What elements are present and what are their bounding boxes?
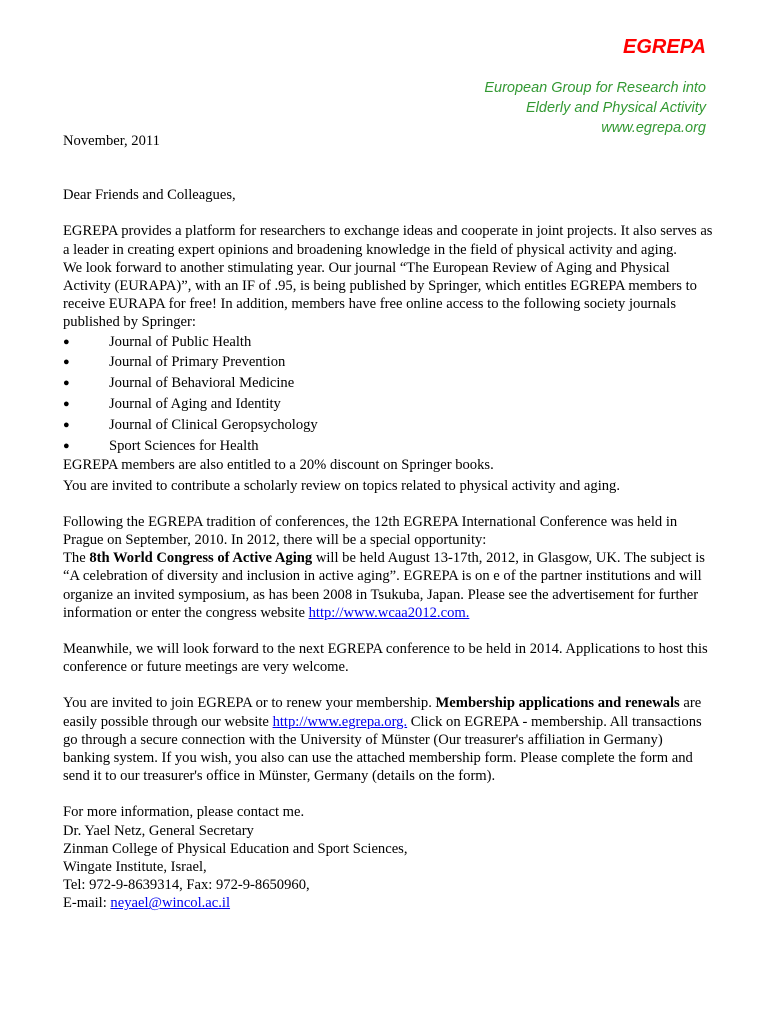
signature-email: E-mail: neyael@wincol.ac.il bbox=[63, 895, 231, 912]
paragraph-journal: We look forward to another stimulating year. Our journal “The European Review of Aging and Physical Activity (EURAPA)”, with an IF of .95, is being published by Springer, which entitles EGREPA members to receive EURAPA for free! In addition, members have free online access to the following society journals published by Springer: bbox=[63, 259, 697, 331]
contact-intro: For more information, please contact me. bbox=[63, 804, 305, 821]
signature-phone: Tel: 972-9-8639314, Fax: 972-9-8650960, bbox=[63, 877, 310, 894]
org-website: www.egrepa.org bbox=[601, 120, 706, 136]
signature-college: Zinman College of Physical Education and Sport Sciences, bbox=[63, 840, 408, 857]
list-item: ● Journal of Aging and Identity bbox=[63, 394, 713, 415]
org-full-name-line-2: Elderly and Physical Activity bbox=[526, 100, 706, 116]
signature-name: Dr. Yael Netz, General Secretary bbox=[63, 822, 254, 839]
paragraph-next-conference: Meanwhile, we will look forward to the next EGREPA conference to be held in 2014. Applications to host this conference or future meetings are very welcome. bbox=[63, 641, 708, 676]
signature-institute: Wingate Institute, Israel, bbox=[63, 859, 207, 876]
paragraph-conference-tradition: Following the EGREPA tradition of conferences, the 12th EGREPA International Conference was held in Prague on September, 2010. In 2012, there will be a special opportunity: bbox=[63, 513, 678, 549]
list-item: ● Sport Sciences for Health bbox=[63, 436, 713, 457]
bullet-icon: ● bbox=[63, 418, 70, 431]
org-name: EGREPA bbox=[623, 36, 706, 58]
salutation: Dear Friends and Colleagues, bbox=[63, 187, 236, 204]
bullet-icon: ● bbox=[63, 356, 70, 369]
bullet-icon: ● bbox=[63, 398, 70, 411]
membership-emphasis: Membership applications and renewals bbox=[435, 695, 680, 712]
paragraph-platform: EGREPA provides a platform for researchers to exchange ideas and cooperate in joint projects. It also serves as a leader in creating expert opinions and broadening knowledge in the field of physical activity and aging. bbox=[63, 223, 713, 258]
org-full-name-line-1: European Group for Research into bbox=[484, 80, 706, 96]
paragraph-world-congress: The 8th World Congress of Active Aging will be held August 13-17th, 2012, in Glasgow, UK. The subject is “A celebration of diversity and inclusion in active aging”. EGREPA is on e of the partner institutions and will organize an invited symposium, as has been 2008 in Tsukuba, Japan. Please see the advertisement for further information or enter the congress website http://www.wcaa2012.com. bbox=[63, 550, 705, 621]
list-item: ● Journal of Behavioral Medicine bbox=[63, 373, 713, 394]
list-item: ● Journal of Primary Prevention bbox=[63, 352, 713, 373]
congress-name: 8th World Congress of Active Aging bbox=[89, 550, 313, 567]
bullet-icon: ● bbox=[63, 377, 70, 390]
paragraph-membership: You are invited to join EGREPA or to renew your membership. Membership applications and renewals are easily possible through our website http://www.egrepa.org. Click on EGREPA - membership. All transactions go through a secure connection with the University of Münster (Our treasurer's affiliation in Germany) banking system. If you wish, you also can use the attached membership form. Please complete the form and send it to our treasurer's office in Münster, Germany (details on the form). bbox=[63, 695, 702, 785]
egrepa-website-link[interactable]: http://www.egrepa.org. bbox=[272, 713, 408, 730]
paragraph-review-invite: You are invited to contribute a scholarly review on topics related to physical activity and aging. bbox=[63, 477, 620, 494]
bullet-icon: ● bbox=[63, 335, 70, 348]
congress-website-link[interactable]: http://www.wcaa2012.com. bbox=[308, 604, 470, 621]
letter-body bbox=[63, 132, 713, 913]
bullet-icon: ● bbox=[63, 439, 70, 452]
list-item: ● Journal of Clinical Geropsychology bbox=[63, 415, 713, 436]
letterhead bbox=[484, 34, 706, 138]
list-item: ● Journal of Public Health bbox=[63, 332, 713, 353]
paragraph-discount: EGREPA members are also entitled to a 20% discount on Springer books. bbox=[63, 457, 494, 474]
email-link[interactable]: neyael@wincol.ac.il bbox=[110, 895, 231, 912]
journal-list bbox=[63, 332, 713, 457]
letter-date: November, 2011 bbox=[63, 133, 160, 149]
